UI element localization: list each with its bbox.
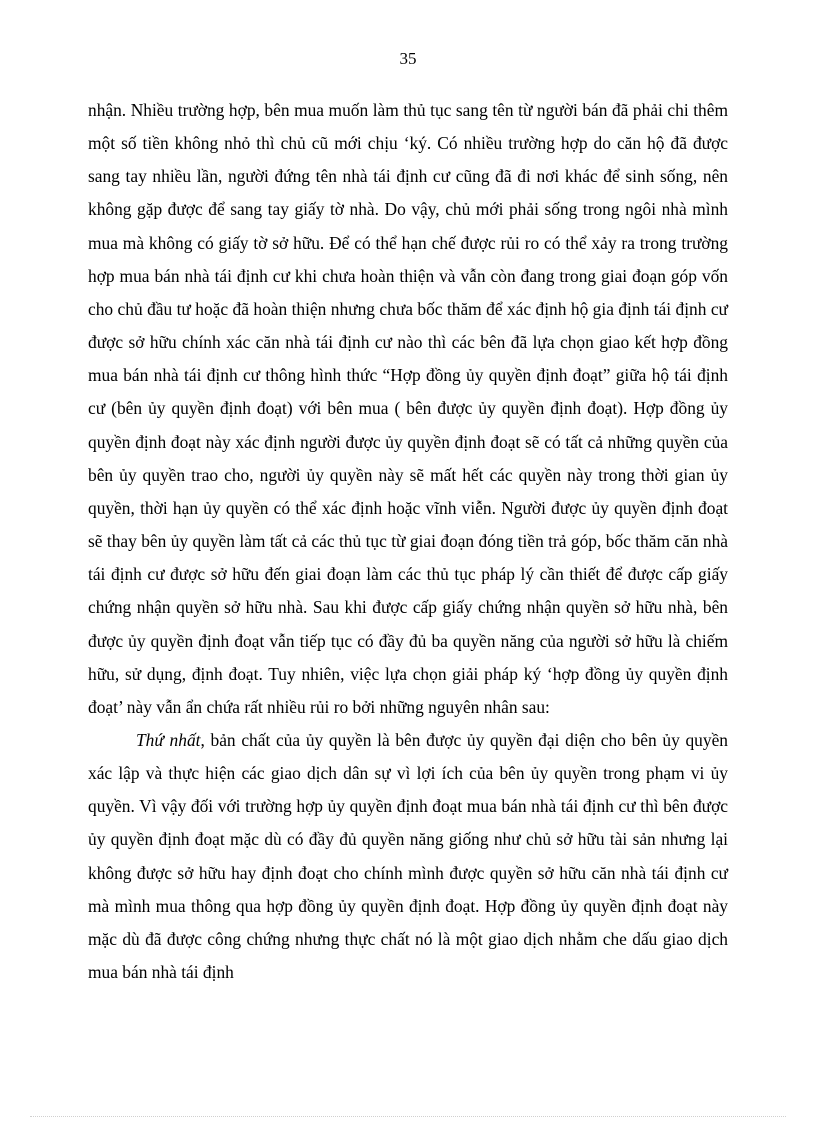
document-body bbox=[88, 94, 728, 989]
page-bottom-divider bbox=[30, 1116, 786, 1117]
first-reason-text: , bản chất của ủy quyền là bên được ủy quyền đại diện cho bên ủy quyền xác lập và thực hiện các giao dịch dân sự vì lợi ích của bên ủy quyền trong phạm vi ủy quyền. Vì vậy đối với trường hợp ủy quyền định đoạt mua bán nhà tái định cư thì bên được ủy quyền định đoạt mặc dù có đầy đủ quyền năng giống như chủ sở hữu tài sản nhưng lại không được sở hữu hay định đoạt cho chính mình được quyền sở hữu căn nhà tái định cư mà mình mua thông qua hợp đồng ủy quyền định đoạt. Hợp đồng ủy quyền định đoạt này mặc dù đã được công chứng nhưng thực chất nó là một giao dịch nhằm che dấu giao dịch mua bán nhà tái định bbox=[88, 729, 728, 983]
page-number: 35 bbox=[399, 49, 417, 68]
paragraph-continuation: nhận. Nhiều trường hợp, bên mua muốn làm thủ tục sang tên từ người bán đã phải chi thêm một số tiền không nhỏ thì chủ cũ mới chịu ‘ký. Có nhiều trường hợp do căn hộ đã được sang tay nhiều lần, người đứng tên nhà tái định cư cũng đã đi nơi khác để sinh sống, nên không gặp được để sang tay giấy tờ nhà. Do vậy, chủ mới phải sống trong ngôi nhà mình mua mà không có giấy tờ sở hữu. Để có thể hạn chế được rủi ro có thể xảy ra trong trường hợp mua bán nhà tái định cư khi chưa hoàn thiện và vẫn còn đang trong giai đoạn góp vốn cho chủ đầu tư hoặc đã hoàn thiện nhưng chưa bốc thăm để xác định hộ gia định tái định cư được sở hữu chính xác căn nhà tái định cư nào thì các bên đã lựa chọn giao kết hợp đồng mua bán nhà tái định cư thông hình thức “Hợp đồng ủy quyền định đoạt” giữa hộ tái định cư (bên ủy quyền định đoạt) với bên mua ( bên được ủy quyền định đoạt). Hợp đồng ủy quyền định đoạt này xác định người được ủy quyền định đoạt sẽ có tất cả những quyền của bên ủy quyền trao cho, người ủy quyền này sẽ mất hết các quyền này trong thời gian ủy quyền, thời hạn ủy quyền có thể xác định hoặc vĩnh viễn. Người được ủy quyền định đoạt sẽ thay bên ủy quyền làm tất cả các thủ tục từ giai đoạn đóng tiền trả góp, bốc thăm căn nhà tái định cư được sở hữu đến giai đoạn làm các thủ tục pháp lý cần thiết để được cấp giấy chứng nhận quyền sở hữu nhà. Sau khi được cấp giấy chứng nhận quyền sở hữu nhà, bên được ủy quyền định đoạt vẫn tiếp tục có đầy đủ ba quyền năng của người sở hữu là chiếm hữu, sử dụng, định đoạt. Tuy nhiên, việc lựa chọn giải pháp ký ‘hợp đồng ủy quyền định đoạt’ này vẫn ẩn chứa rất nhiều rủi ro bởi những nguyên nhân sau: bbox=[88, 100, 728, 717]
paragraph-first-reason bbox=[88, 724, 728, 989]
first-reason-lead: Thứ nhất bbox=[136, 729, 201, 750]
